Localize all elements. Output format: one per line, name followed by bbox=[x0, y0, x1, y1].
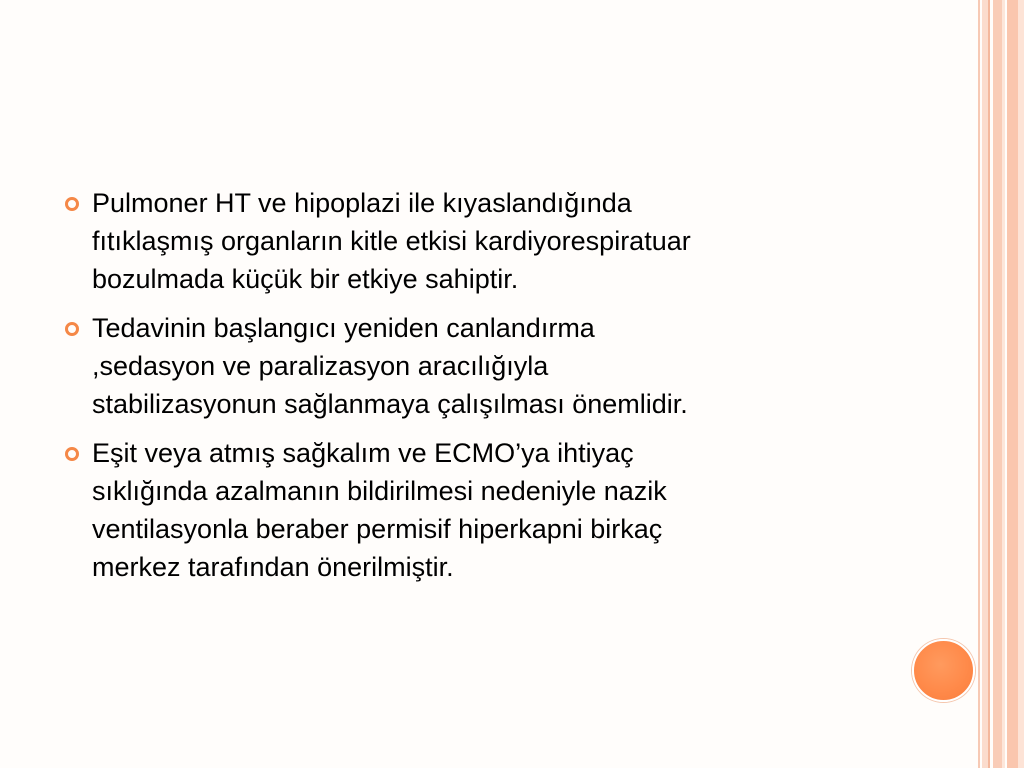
bullet-text-line: fıtıklaşmış organların kitle etkisi kardiyorespiratuar bbox=[92, 226, 691, 256]
bullet-text-line: Eşit veya atmış sağkalım ve ECMO’ya ihtiyaç bbox=[92, 438, 634, 468]
decorative-stripe bbox=[1007, 0, 1018, 768]
bullet-text-line: Pulmoner HT ve hipoplazi ile kıyaslandığında bbox=[92, 188, 632, 218]
bullet-circle-icon bbox=[65, 322, 79, 336]
bullet-item bbox=[64, 434, 864, 586]
decorative-stripe bbox=[978, 0, 980, 768]
bullet-text-line: ventilasyonla beraber permisif hiperkapni birkaç bbox=[92, 514, 663, 544]
bullet-text-line: merkez tarafından önerilmiştir. bbox=[92, 552, 454, 582]
bullet-text-line: bozulmada küçük bir etkiye sahiptir. bbox=[92, 264, 519, 294]
bullet-text-line: Tedavinin başlangıcı yeniden canlandırma bbox=[92, 313, 595, 343]
bullet-list bbox=[64, 184, 864, 597]
decorative-stripe bbox=[1002, 0, 1005, 768]
bullet-text-line: sıklığında azalmanın bildirilmesi nedeniyle nazik bbox=[92, 476, 667, 506]
bullet-text-line: stabilizasyonun sağlanmaya çalışılması önemlidir. bbox=[92, 389, 688, 419]
decorative-orb bbox=[912, 639, 975, 702]
decorative-stripe bbox=[1018, 0, 1024, 768]
bullet-item bbox=[64, 184, 864, 298]
bullet-circle-icon bbox=[65, 197, 79, 211]
decorative-stripe bbox=[993, 0, 1002, 768]
bullet-circle-icon bbox=[65, 447, 79, 461]
bullet-text-line: ,sedasyon ve paralizasyon aracılığıyla bbox=[92, 351, 549, 381]
decorative-stripe bbox=[988, 0, 990, 768]
bullet-item bbox=[64, 309, 864, 423]
